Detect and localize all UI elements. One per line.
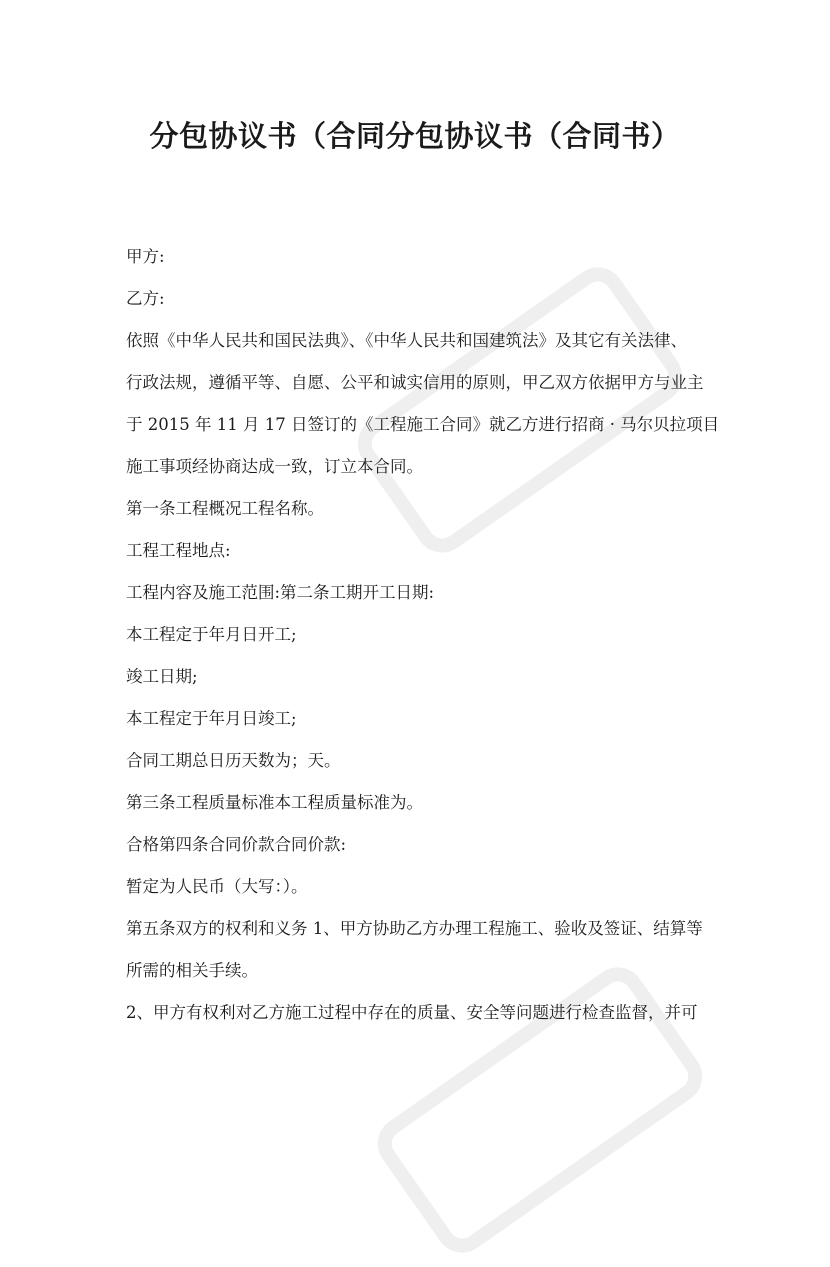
completion-date-label: 竣工日期; bbox=[126, 667, 198, 686]
preamble-line-4: 施工事项经协商达成一致，订立本合同。 bbox=[126, 457, 423, 476]
preamble-line-2: 行政法规，遵循平等、自愿、公平和诚实信用的原则，甲乙双方依据甲方与业主 bbox=[126, 373, 704, 392]
clause-5-item-2-line: 2、甲方有权利对乙方施工过程中存在的质量、安全等问题进行检查监督，并可 bbox=[126, 1003, 698, 1022]
scope-line: 工程内容及施工范围:第二条工期开工日期: bbox=[126, 583, 435, 602]
start-date-line: 本工程定于年月日开工; bbox=[126, 625, 297, 644]
clause-5-line-1: 第五条双方的权利和义务 1、甲方协助乙方办理工程施工、验收及签证、结算等 bbox=[126, 919, 703, 938]
preamble-line-1: 依照《中华人民共和国民法典》、《中华人民共和国建筑法》及其它有关法律、 bbox=[126, 331, 687, 350]
document-title: 分包协议书（合同分包协议书（合同书） bbox=[149, 119, 681, 153]
clause-1-line: 第一条工程概况工程名称。 bbox=[126, 499, 324, 518]
party-b-line: 乙方: bbox=[126, 289, 165, 308]
document-body bbox=[126, 239, 720, 1031]
preamble-line-3: 于 2015 年 11 月 17 日签订的《工程施工合同》就乙方进行招商 · 马尔贝拉项目 bbox=[126, 415, 720, 434]
price-line: 暂定为人民币（大写：）。 bbox=[126, 877, 308, 896]
party-a-line: 甲方: bbox=[126, 247, 165, 266]
completion-date-line: 本工程定于年月日竣工; bbox=[126, 709, 297, 728]
clause-3-line: 第三条工程质量标准本工程质量标准为。 bbox=[126, 793, 423, 812]
project-location-line: 工程工程地点: bbox=[126, 541, 231, 560]
clause-4-line: 合格第四条合同价款合同价款: bbox=[126, 835, 347, 854]
clause-5-line-2: 所需的相关手续。 bbox=[126, 961, 258, 980]
duration-line: 合同工期总日历天数为；天。 bbox=[126, 751, 341, 770]
